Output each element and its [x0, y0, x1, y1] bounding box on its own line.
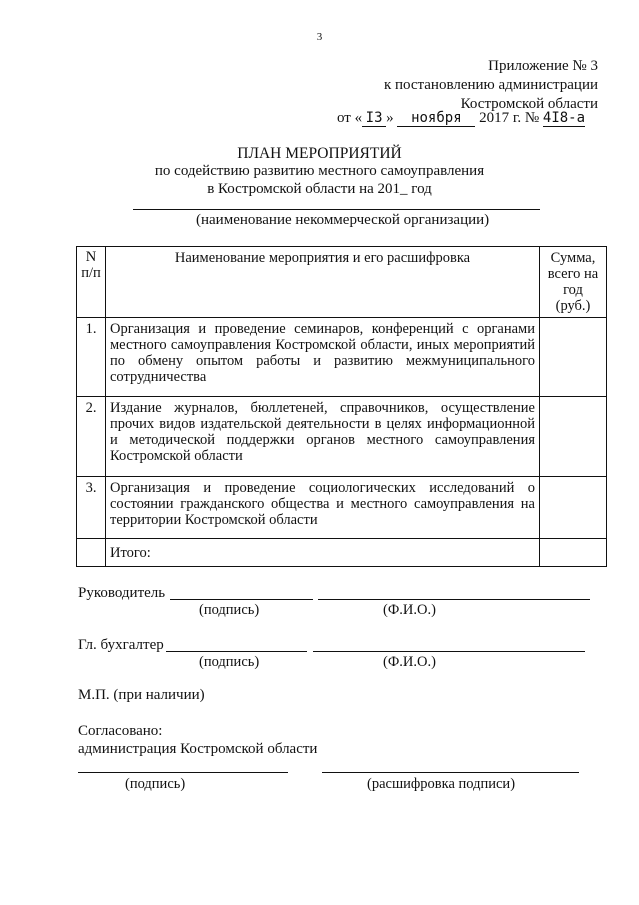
appendix-region: Костромской области: [460, 96, 598, 112]
table-total-row: [77, 539, 607, 567]
row-number: 3.: [77, 477, 106, 539]
head-label: Руководитель: [78, 585, 166, 601]
row-text: Организация и проведение социологических исследований о состоянии гражданского общества и местного самоуправления на территории Костромской области: [106, 477, 540, 539]
total-number-cell: [77, 539, 106, 567]
accountant-fio-caption: (Ф.И.О.): [383, 654, 436, 670]
row-sum: [540, 318, 607, 397]
head-fio-line: [318, 599, 590, 600]
agreed-organization: администрация Костромской области: [78, 741, 318, 757]
table-row: [77, 397, 607, 477]
row-number: 1.: [77, 318, 106, 397]
plan-year-line: в Костромской области на 201_ год: [207, 181, 432, 197]
date-month: ноября: [397, 111, 475, 127]
row-text: Издание журналов, бюллетеней, справочников, осуществление прочих видов издательской деятельности в целях информационной и методической поддержки органов местного самоуправления Костромской области: [106, 397, 540, 477]
date-year: 2017 г. №: [479, 110, 540, 126]
accountant-label: Гл. бухгалтер: [78, 637, 164, 653]
date-mid: »: [386, 110, 394, 126]
header-sum: Сумма, всего на год (руб.): [540, 247, 607, 318]
row-sum: [540, 397, 607, 477]
header-number: N п/п: [77, 247, 106, 318]
agreed-signature-line: [78, 772, 288, 773]
agreed-decode-caption: (расшифровка подписи): [367, 776, 516, 792]
plan-title: ПЛАН МЕРОПРИЯТИЙ: [237, 145, 402, 162]
appendix-title: Приложение № 3: [488, 58, 598, 74]
agreed-label: Согласовано:: [78, 723, 163, 739]
date-prefix: от «: [337, 110, 363, 126]
accountant-sign-caption: (подпись): [199, 654, 260, 670]
page-number: 3: [316, 31, 323, 43]
agreed-sign-caption: (подпись): [125, 776, 186, 792]
stamp-place: М.П. (при наличии): [78, 687, 205, 703]
plan-subtitle: по содействию развитию местного самоуправления: [154, 163, 485, 179]
table-row: [77, 318, 607, 397]
table-header-row: [77, 247, 607, 318]
org-caption: (наименование некоммерческой организации): [196, 212, 490, 228]
agreed-decode-line: [322, 772, 579, 773]
row-sum: [540, 477, 607, 539]
appendix-date-line: [337, 110, 585, 127]
date-day: I3: [362, 111, 386, 127]
total-label: Итого:: [106, 539, 540, 567]
total-sum: [540, 539, 607, 567]
head-signature-line: [170, 599, 313, 600]
row-number: 2.: [77, 397, 106, 477]
plan-table: [76, 246, 607, 567]
header-name: Наименование мероприятия и его расшифровка: [106, 247, 540, 318]
head-fio-caption: (Ф.И.О.): [383, 602, 436, 618]
accountant-signature-line: [166, 651, 307, 652]
org-name-line: [133, 209, 540, 210]
appendix-resolution: к постановлению администрации: [383, 77, 598, 93]
resolution-number: 4I8-а: [542, 110, 586, 126]
table-row: [77, 477, 607, 539]
accountant-fio-line: [313, 651, 585, 652]
head-sign-caption: (подпись): [199, 602, 260, 618]
row-text: Организация и проведение семинаров, конференций с органами местного самоуправления Костромской области, иных мероприятий по обмену опытом работы и развитию межмуниципального сотрудничества: [106, 318, 540, 397]
